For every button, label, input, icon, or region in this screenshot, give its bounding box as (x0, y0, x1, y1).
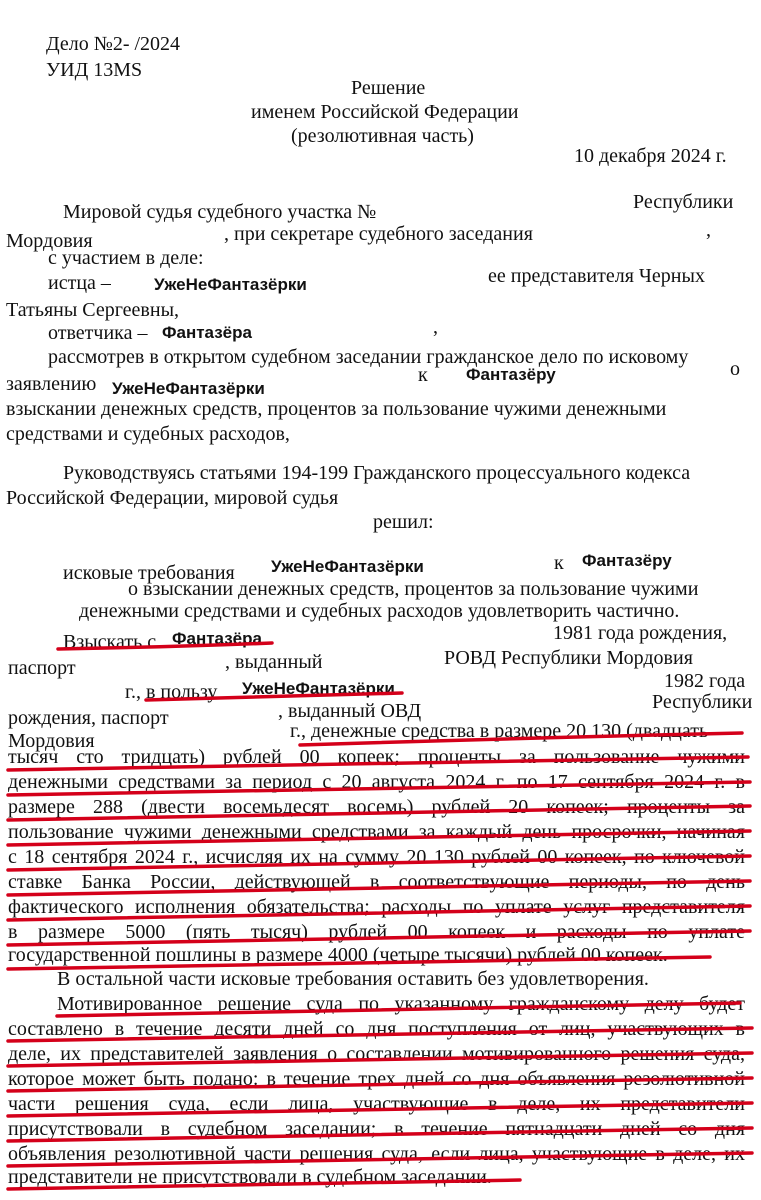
ruling-recovery: о взыскании денежных средств, процентов за пользование чужими (128, 578, 699, 600)
ruling-line-15: ставке Банка России, действующей в соответствующие периоды, по день (8, 871, 745, 893)
ruling-republic: Республики (652, 691, 753, 713)
ruling-amount: г., денежные средства в размере 20 130 (двадцать (290, 720, 709, 742)
plaintiff-name-2: УжеНеФантазёрки (112, 379, 265, 398)
rest-dismissed: В остальной части исковые требования оставить без удовлетворения. (57, 968, 649, 990)
title-authority: именем Российской Федерации (251, 101, 519, 123)
ruling-birth-year-2: 1982 года (664, 670, 746, 692)
ruling-passport: паспорт (8, 657, 76, 679)
uid-number: УИД 13MS (46, 59, 143, 81)
intro-comma: , (706, 219, 711, 241)
motivated-line-2: составлено в течение десяти дней со дня поступления от лиц, участвующих в (8, 1018, 745, 1040)
defendant-name-3: Фантазёру (582, 551, 672, 570)
ruling-line-17: в размере 5000 (пять тысяч) рублей 00 копеек и расходы по уплате (8, 921, 745, 943)
intro-republic: Республики (633, 191, 734, 213)
intro-defendant-label: ответчика – (48, 322, 148, 344)
intro-statement: заявлению (6, 373, 97, 395)
motivated-line-8: представители не присутствовали в судебном заседании. (8, 1166, 492, 1188)
plaintiff-name-3: УжеНеФантазёрки (271, 557, 424, 576)
resolved-heading: решил: (373, 511, 434, 533)
intro-comma-2: , (433, 316, 438, 338)
ruling-line-16: фактического исполнения обязательства; расходы по уплате услуг представителя (8, 896, 745, 918)
intro-secretary: , при секретаре судебного заседания (224, 223, 533, 245)
intro-representative-name: Татьяны Сергеевны, (6, 299, 180, 321)
case-number: Дело №2- /2024 (46, 33, 181, 55)
ruling-in-favor: г., в пользу (125, 681, 218, 703)
ruling-line-18: государственной пошлины в размере 4000 (четыре тысячи) рублей 00 копеек. (8, 944, 668, 966)
ruling-line-10: тысяч сто тридцать) рублей 00 копеек; проценты за пользование чужими (8, 746, 745, 768)
ruling-birth-year: 1981 года рождения, (553, 622, 728, 644)
ruling-line-11: денежными средствами за период с 20 августа 2024 г. по 17 сентября 2024 г. в (8, 771, 745, 793)
ruling-issued: , выданный (225, 651, 323, 673)
intro-against: к (418, 364, 428, 386)
defendant-name-2: Фантазёру (466, 365, 556, 384)
intro-plaintiff-label: истца – (48, 272, 111, 294)
plaintiff-name-4: УжеНеФантазёрки (242, 679, 395, 698)
ruling-line-12: размере 288 (двести восемьдесят восемь) рублей 20 копеек; проценты за (8, 796, 745, 818)
motivated-line-3: деле, их представителей заявления о составлении мотивированного решения суда, (8, 1043, 745, 1065)
motivated-line-4: которое может быть подано: в течение трех дней со дня объявления резолютивной (8, 1068, 745, 1090)
intro-mordovia: Мордовия (6, 230, 93, 252)
intro-recovery: взыскании денежных средств, процентов за пользование чужими денежными (6, 398, 667, 420)
intro-considered: рассмотрев в открытом судебном заседании гражданское дело по исковому (48, 346, 689, 368)
motivated-line-7: объявления резолютивной части решения суда, если лица, участвующие в деле, их (8, 1143, 745, 1165)
ruling-claims: исковые требования (63, 562, 235, 584)
ruling-birth-passport: рождения, паспорт (8, 707, 169, 729)
ruling-mordovia: Мордовия (8, 730, 95, 752)
motivated-line-6: присутствовали в судебном заседании; в течение пятнадцати дней со дня (8, 1118, 745, 1140)
intro-participants: с участием в деле: (48, 247, 204, 269)
intro-judge: Мировой судья судебного участка № (63, 201, 377, 223)
plaintiff-name: УжеНеФантазёрки (154, 275, 307, 294)
ruling-partial: денежными средствами и судебных расходов удовлетворить частично. (79, 600, 680, 622)
defendant-name-4: Фантазёра (172, 629, 262, 648)
basis-federation: Российской Федерации, мировой судья (6, 487, 339, 509)
intro-representative: ее представителя Черных (488, 265, 705, 287)
basis-articles: Руководствуясь статьями 194-199 Гражданского процессуального кодекса (63, 462, 691, 484)
ruling-line-13: пользование чужими денежными средствами за каждый день просрочки, начиная (8, 821, 745, 843)
intro-about: о (730, 358, 740, 380)
title-operative-part: (резолютивная часть) (291, 125, 474, 147)
decision-date: 10 декабря 2024 г. (574, 145, 727, 167)
motivated-line-5: части решения суда, если лица, участвующие в деле, их представители (8, 1093, 745, 1115)
ruling-line-14: с 18 сентября 2024 г., исчисляя их на сумму 20 130 рублей 00 копеек, по ключевой (8, 846, 745, 868)
defendant-name: Фантазёра (162, 323, 252, 342)
ruling-against: к (554, 552, 564, 574)
intro-expenses: средствами и судебных расходов, (6, 423, 290, 445)
ruling-issued-ovd: , выданный ОВД (278, 700, 422, 722)
motivated-line-1: Мотивированное решение суда по указанному гражданскому делу будет (57, 993, 745, 1015)
ruling-collect: Взыскать с (63, 631, 157, 653)
ruling-rovd: РОВД Республики Мордовия (444, 647, 693, 669)
title-decision: Решение (351, 77, 426, 99)
